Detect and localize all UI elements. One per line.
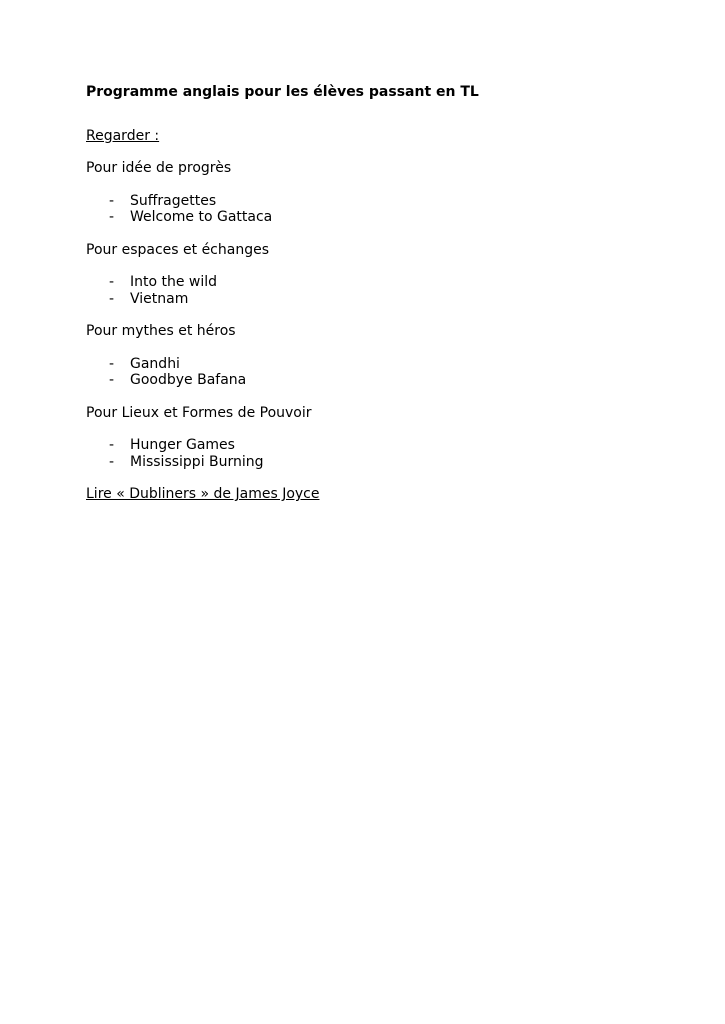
- reading-assignment: Lire « Dubliners » de James Joyce: [86, 486, 320, 502]
- bullet-dash: -: [109, 209, 115, 225]
- list-item: [86, 356, 686, 373]
- bullet-dash: -: [109, 355, 115, 372]
- section-heading: Pour idée de progrès: [86, 160, 232, 176]
- film-title: Gandhi: [130, 355, 180, 372]
- bullet-dash: -: [109, 437, 115, 453]
- bullet-dash: -: [109, 372, 115, 388]
- list-item: [86, 193, 686, 210]
- film-list: [86, 437, 686, 470]
- bullet-dash: -: [109, 453, 115, 470]
- list-item: [86, 291, 686, 308]
- section-heading: Pour Lieux et Formes de Pouvoir: [86, 404, 312, 421]
- bullet-dash: -: [109, 192, 115, 209]
- list-item: [86, 209, 686, 226]
- section-heading: Pour espaces et échanges: [86, 241, 269, 258]
- film-title: Goodbye Bafana: [130, 372, 247, 388]
- film-title: Vietnam: [130, 290, 189, 307]
- list-item: [86, 437, 686, 454]
- film-list: [86, 356, 686, 389]
- list-item: [86, 274, 686, 291]
- film-list: [86, 274, 686, 307]
- section-heading: Pour mythes et héros: [86, 323, 236, 339]
- bullet-dash: -: [109, 274, 115, 290]
- film-title: Suffragettes: [130, 192, 217, 209]
- bullet-dash: -: [109, 290, 115, 307]
- film-title: Into the wild: [130, 274, 218, 290]
- film-title: Mississippi Burning: [130, 453, 264, 470]
- film-title: Hunger Games: [130, 437, 235, 453]
- film-list: [86, 193, 686, 226]
- list-item: [86, 454, 686, 471]
- watch-heading: Regarder :: [86, 127, 160, 144]
- list-item: [86, 372, 686, 389]
- document-body: [86, 84, 686, 519]
- film-title: Welcome to Gattaca: [130, 209, 273, 225]
- document-title: Programme anglais pour les élèves passant en TL: [86, 84, 479, 100]
